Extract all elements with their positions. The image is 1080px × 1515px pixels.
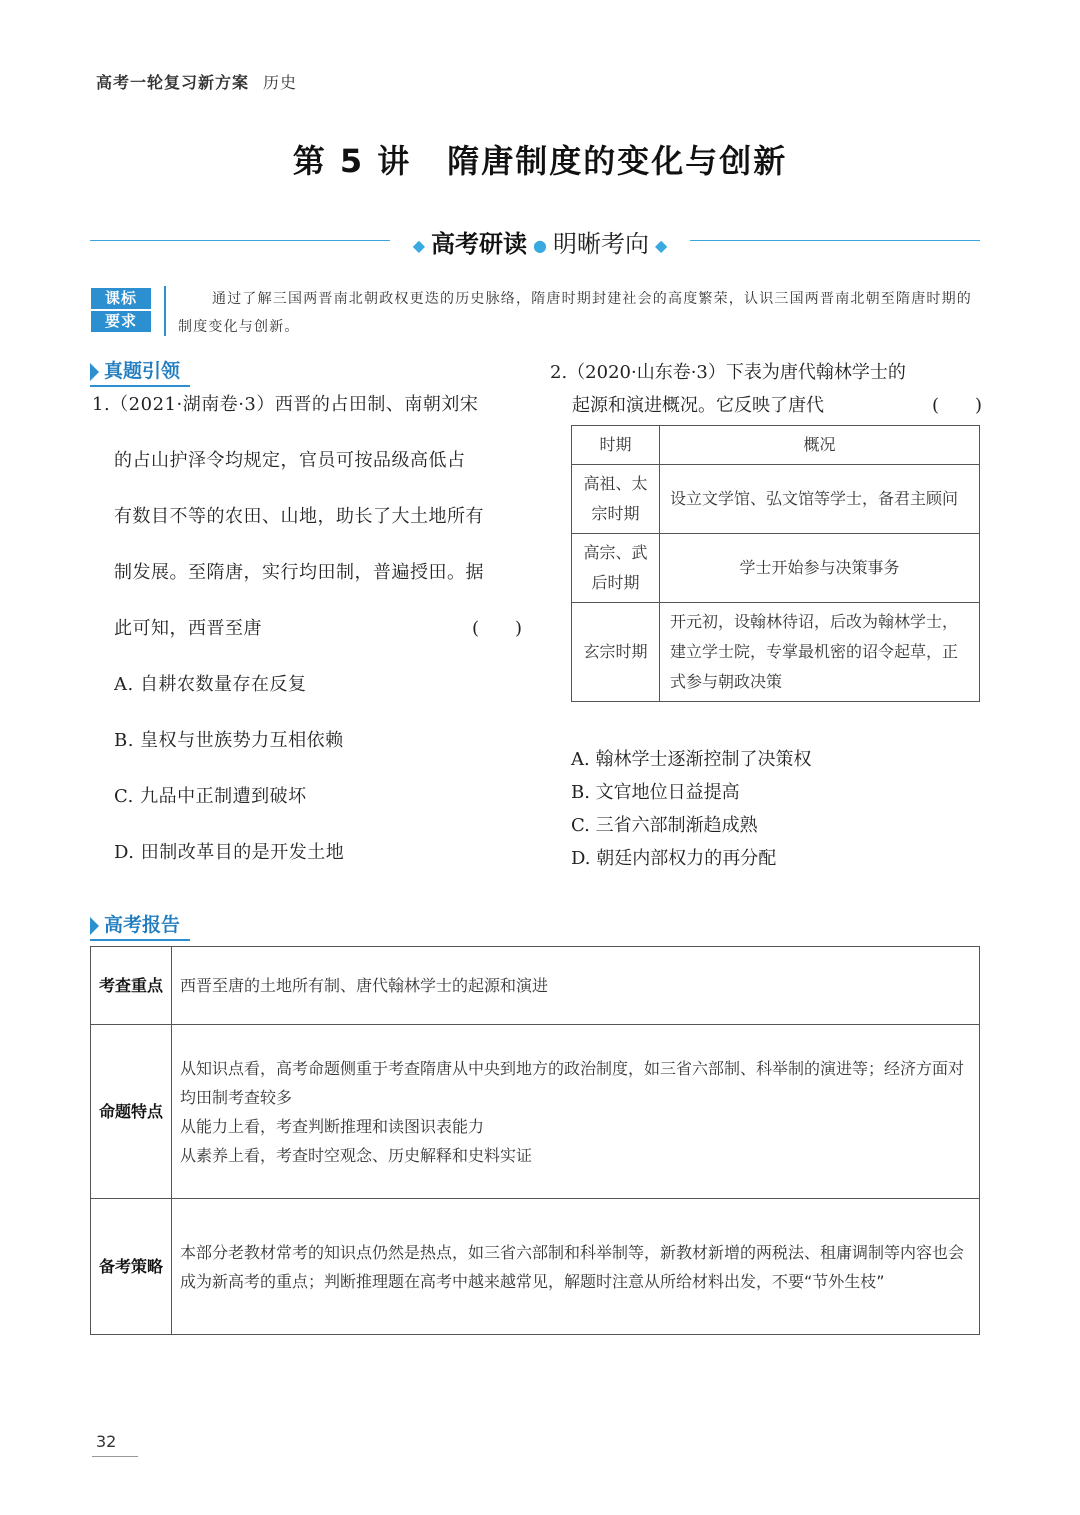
table-cell: 高宗、武后时期 [572, 534, 660, 603]
question-1 [92, 388, 522, 892]
section-tag-label: 高考报告 [104, 914, 181, 936]
table-row [91, 947, 980, 1025]
page-number: 32 [96, 1432, 117, 1451]
q1-stem-line: 有数目不等的农田、山地，助长了大土地所有 [114, 506, 484, 527]
section-tag-exam-questions [90, 358, 190, 387]
table-row [572, 465, 980, 534]
banner-minor: 明晰考向 [552, 230, 649, 258]
cell-line: 西晋至唐的土地所有制、唐代翰林学士的起源和演进 [180, 976, 549, 995]
q1-stem-line: 1.（2021·湖南卷·3）西晋的占田制、南朝刘宋 [92, 394, 479, 415]
dot-icon: ● [533, 235, 547, 255]
table-cell [172, 1025, 980, 1199]
q2-stem-line: 起源和演进概况。它反映了唐代 ( ) [550, 389, 982, 422]
table-header: 时期 [572, 426, 660, 465]
q1-stem-line: 制发展。至隋唐，实行均田制，普遍授田。据 [114, 562, 484, 583]
row-label: 备考策略 [91, 1199, 172, 1335]
table-row [91, 1025, 980, 1199]
row-label: 命题特点 [91, 1025, 172, 1199]
q1-option: C. 九品中正制遭到破坏 [114, 786, 307, 807]
lesson-number: 第 5 讲 [292, 142, 412, 180]
arrow-icon [90, 917, 99, 935]
section-tag-label: 真题引领 [104, 360, 181, 382]
table-cell: 设立文学馆、弘文馆等学士，备君主顾问 [660, 465, 980, 534]
table-cell: 高祖、太宗时期 [572, 465, 660, 534]
page-number-rule [92, 1456, 138, 1457]
answer-blank: ( ) [931, 395, 982, 416]
table-cell: 学士开始参与决策事务 [660, 534, 980, 603]
section-banner [0, 224, 1080, 259]
standard-tag-line2: 要求 [91, 311, 151, 332]
answer-blank: ( ) [471, 618, 522, 639]
q2-option: C. 三省六部制渐趋成熟 [571, 815, 758, 836]
bullet-icon: ◆ [654, 235, 668, 255]
book-series: 高考一轮复习新方案 [96, 73, 250, 92]
q2-option: B. 文官地位日益提高 [571, 782, 740, 803]
q2-options [571, 743, 811, 875]
table-row [572, 603, 980, 702]
q1-option: A. 自耕农数量存在反复 [114, 674, 307, 695]
table-header-row [572, 426, 980, 465]
table-row [91, 1199, 980, 1335]
standard-text: 通过了解三国两晋南北朝政权更迭的历史脉络，隋唐时期封建社会的高度繁荣，认识三国两晋南北朝至隋唐时期的制度变化与创新。 [178, 291, 972, 335]
table-cell: 玄宗时期 [572, 603, 660, 702]
cell-line: 从知识点看，高考命题侧重于考查隋唐从中央到地方的政治制度，如三省六部制、科举制的演进等；经济方面对均田制考查较多 [180, 1058, 965, 1107]
q1-stem-line: 的占山护泽令均规定，官员可按品级高低占 [114, 450, 466, 471]
table-header: 概况 [660, 426, 980, 465]
question-2 [550, 356, 982, 422]
section-tag-exam-report [90, 912, 190, 941]
banner-main: 高考研读 [431, 230, 528, 258]
table-cell [172, 947, 980, 1025]
lesson-topic: 隋唐制度的变化与创新 [447, 142, 788, 180]
cell-line: 从能力上看，考查判断推理和读图识表能力 [180, 1116, 485, 1136]
subject: 历史 [263, 73, 298, 92]
q2-option: A. 翰林学士逐渐控制了决策权 [571, 749, 812, 770]
arrow-icon [90, 363, 99, 381]
running-header [96, 70, 297, 93]
table-row [572, 534, 980, 603]
standard-divider [164, 286, 166, 336]
table-cell: 开元初，设翰林待诏，后改为翰林学士，建立学士院，专掌最机密的诏令起草，正式参与朝政决策 [660, 603, 980, 702]
q1-option: B. 皇权与世族势力互相依赖 [114, 730, 344, 751]
table-cell [172, 1199, 980, 1335]
report-table [90, 946, 980, 1335]
q2-stem-line: 2.（2020·山东卷·3）下表为唐代翰林学士的 [550, 362, 906, 383]
q2-option: D. 朝廷内部权力的再分配 [571, 848, 777, 869]
page-title [0, 136, 1080, 182]
row-label: 考查重点 [91, 947, 172, 1025]
q1-option: D. 田制改革目的是开发土地 [114, 842, 345, 863]
bullet-icon: ◆ [412, 235, 426, 255]
cell-line: 从素养上看，考查时空观念、历史解释和史料实证 [180, 1145, 533, 1165]
cell-line: 本部分老教材常考的知识点仍然是热点，如三省六部制和科举制等，新教材新增的两税法、租庸调制等内容也会成为新高考的重点；判断推理题在高考中越来越常见，解题时注意从所给材料出发，不要“节外生枝” [180, 1242, 965, 1291]
q1-stem-last-line: 此可知，西晋至唐 ( ) [92, 612, 522, 668]
q2-table [571, 425, 980, 702]
standard-tag [91, 288, 154, 334]
standard-tag-line1: 课标 [91, 288, 151, 309]
